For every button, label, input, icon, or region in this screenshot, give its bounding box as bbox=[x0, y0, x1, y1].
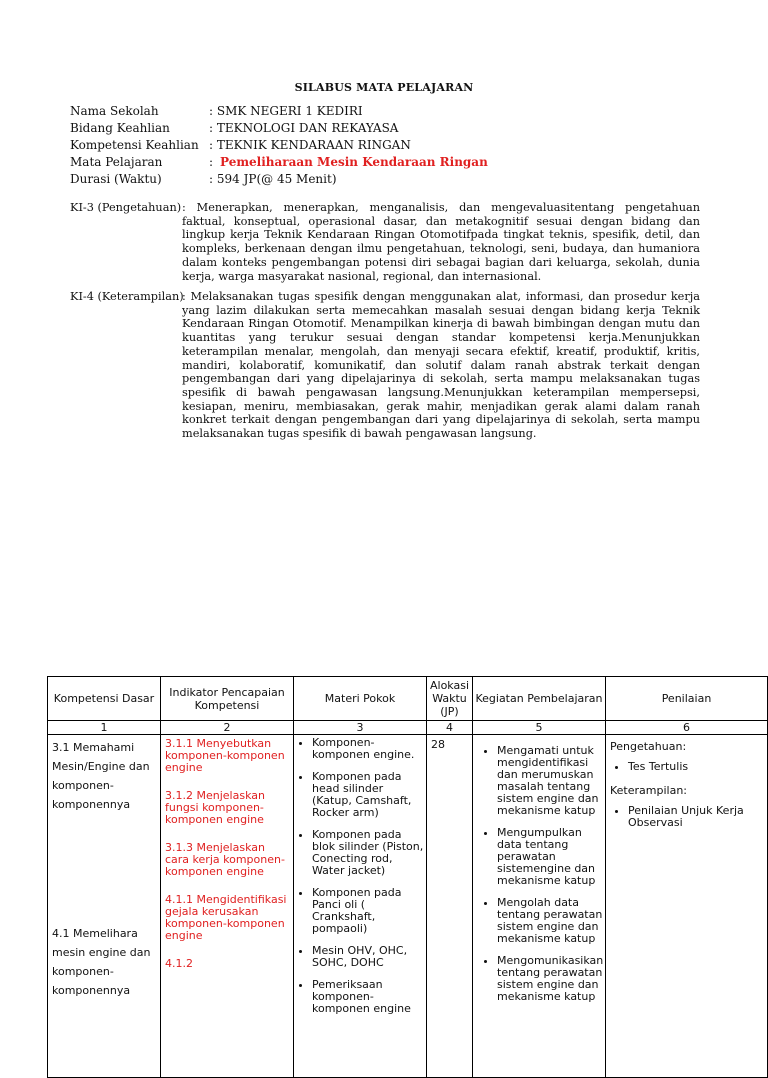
info-value-prefix: : bbox=[209, 155, 214, 169]
col-number: 5 bbox=[473, 721, 606, 735]
materi-item: • Mesin OHV, OHC, SOHC, DOHC bbox=[312, 945, 426, 969]
penilaian-cell bbox=[606, 735, 768, 1078]
info-row-duration bbox=[70, 171, 710, 188]
indikator-item: 4.1.2 bbox=[165, 957, 193, 970]
kegiatan-item: • Mengumpulkan data tentang perawatan sistemengine dan mekanisme katup bbox=[497, 827, 605, 887]
info-label: Mata Pelajaran bbox=[70, 155, 163, 169]
indikator-cell bbox=[161, 735, 294, 1078]
info-value: : SMK NEGERI 1 KEDIRI bbox=[209, 104, 363, 118]
ki4-text: : Melaksanakan tugas spesifik dengan menggunakan alat, informasi, dan prosedur kerja yang lazim dilakukan serta memecahkan masalah sesuai dengan bidang kerja Teknik Kendaraan Ringan Otomotif. Menampilkan kinerja di bawah bimbingan dengan mutu dan kuantitas yang terukur sesuai dengan standar kompetensi kerja.Menunjukkan keterampilan menalar, mengolah, dan menyaji secara efektif, kreatif, produktif, kritis, mandiri, kolaboratif, komunikatif, dan solutif dalam ranah abstrak terkait dengan pengembangan dari yang dipelajarinya di sekolah, serta mampu melaksanakan tugas spesifik di bawah pengawasan langsung.Menunjukkan keterampilan mempersepsi, kesiapan, meniru, membiasakan, gerak mahir, menjadikan gerak alami dalam ranah konkret terkait dengan pengembangan dari yang dipelajarinya di sekolah, serta mampu melaksanakan tugas spesifik di bawah pengawasan langsung. bbox=[182, 290, 700, 441]
ki4-section bbox=[70, 290, 700, 441]
subject-name: Pemeliharaan Mesin Kendaraan Ringan bbox=[220, 155, 488, 169]
info-label: Durasi (Waktu) bbox=[70, 172, 162, 186]
kegiatan-cell bbox=[473, 735, 606, 1078]
col-number: 2 bbox=[161, 721, 294, 735]
kegiatan-item: • Mengolah data tentang perawatan sistem engine dan mekanisme katup bbox=[497, 897, 605, 945]
info-label: Nama Sekolah bbox=[70, 104, 159, 118]
info-row-field bbox=[70, 120, 710, 137]
kd-item: 3.1 Memahami Mesin/Engine dan komponen-komponennya bbox=[52, 741, 150, 811]
alokasi-cell: 28 bbox=[427, 735, 473, 1078]
penilaian-label: Pengetahuan: bbox=[610, 740, 687, 753]
col-number: 6 bbox=[606, 721, 768, 735]
column-number-row bbox=[48, 721, 768, 735]
penilaian-item: • Penilaian Unjuk Kerja Observasi bbox=[628, 805, 763, 829]
kegiatan-item: • Mengamati untuk mengidentifikasi dan merumuskan masalah tentang sistem engine dan mekanisme katup bbox=[497, 745, 605, 817]
syllabus-table bbox=[47, 676, 768, 1078]
info-label: Kompetensi Keahlian bbox=[70, 138, 199, 152]
info-row-subject bbox=[70, 154, 710, 171]
materi-cell bbox=[294, 735, 427, 1078]
col-header-alokasi: Alokasi Waktu (JP) bbox=[427, 677, 473, 721]
materi-item: • Pemeriksaan komponen-komponen engine bbox=[312, 979, 426, 1015]
indikator-item: 4.1.1 Mengidentifikasi gejala kerusakan komponen-komponen engine bbox=[165, 893, 287, 942]
indikator-item: 3.1.3 Menjelaskan cara kerja komponen-komponen engine bbox=[165, 841, 285, 878]
info-row-school bbox=[70, 103, 710, 120]
col-number: 3 bbox=[294, 721, 427, 735]
materi-item: • Komponen pada blok silinder (Piston, Conecting rod, Water jacket) bbox=[312, 829, 426, 877]
info-value: : TEKNIK KENDARAAN RINGAN bbox=[209, 138, 411, 152]
info-value: : 594 JP(@ 45 Menit) bbox=[209, 172, 337, 186]
col-header-materi: Materi Pokok bbox=[294, 677, 427, 721]
info-label: Bidang Keahlian bbox=[70, 121, 170, 135]
document-title: SILABUS MATA PELAJARAN bbox=[294, 81, 474, 94]
ki3-label: KI-3 (Pengetahuan) bbox=[70, 201, 182, 214]
col-header-penilaian: Penilaian bbox=[606, 677, 768, 721]
kd-item: 4.1 Memelihara mesin engine dan komponen-komponennya bbox=[52, 927, 151, 997]
materi-item: • Komponen pada Panci oli ( Crankshaft, pompaoli) bbox=[312, 887, 426, 935]
col-header-kd: Kompetensi Dasar bbox=[48, 677, 161, 721]
indikator-item: 3.1.1 Menyebutkan komponen-komponen engine bbox=[165, 737, 285, 774]
materi-item: • Komponen pada head silinder (Katup, Camshaft, Rocker arm) bbox=[312, 771, 426, 819]
col-number: 4 bbox=[427, 721, 473, 735]
indikator-item: 3.1.2 Menjelaskan fungsi komponen-komponen engine bbox=[165, 789, 265, 826]
col-number: 1 bbox=[48, 721, 161, 735]
table-header-row bbox=[48, 677, 768, 721]
table-row bbox=[48, 735, 768, 1078]
identity-block bbox=[70, 103, 710, 188]
kd-cell bbox=[48, 735, 161, 1078]
info-value: : TEKNOLOGI DAN REKAYASA bbox=[209, 121, 399, 135]
ki3-text: : Menerapkan, menerapkan, menganalisis, dan mengevaluasitentang pengetahuan faktual, konseptual, operasional dasar, dan metakognitif sesuai dengan bidang dan lingkup kerja Teknik Kendaraan Ringan Otomotifpada tingkat teknis, spesifik, detil, dan kompleks, berkenaan dengan ilmu pengetahuan, teknologi, seni, budaya, dan humaniora dalam konteks pengembangan potensi diri sebagai bagian dari keluarga, sekolah, dunia kerja, warga masyarakat nasional, regional, dan internasional. bbox=[182, 201, 700, 283]
kegiatan-item: • Mengomunikasikan tentang perawatan sistem engine dan mekanisme katup bbox=[497, 955, 605, 1003]
penilaian-label: Keterampilan: bbox=[610, 784, 688, 797]
col-header-kegiatan: Kegiatan Pembelajaran bbox=[473, 677, 606, 721]
info-row-competency bbox=[70, 137, 710, 154]
col-header-indikator: Indikator Pencapaian Kompetensi bbox=[161, 677, 294, 721]
materi-item: • Komponen-komponen engine. bbox=[312, 737, 426, 761]
penilaian-item: • Tes Tertulis bbox=[628, 761, 763, 773]
ki4-label: KI-4 (Keterampilan) bbox=[70, 290, 184, 303]
ki3-section bbox=[70, 201, 700, 283]
